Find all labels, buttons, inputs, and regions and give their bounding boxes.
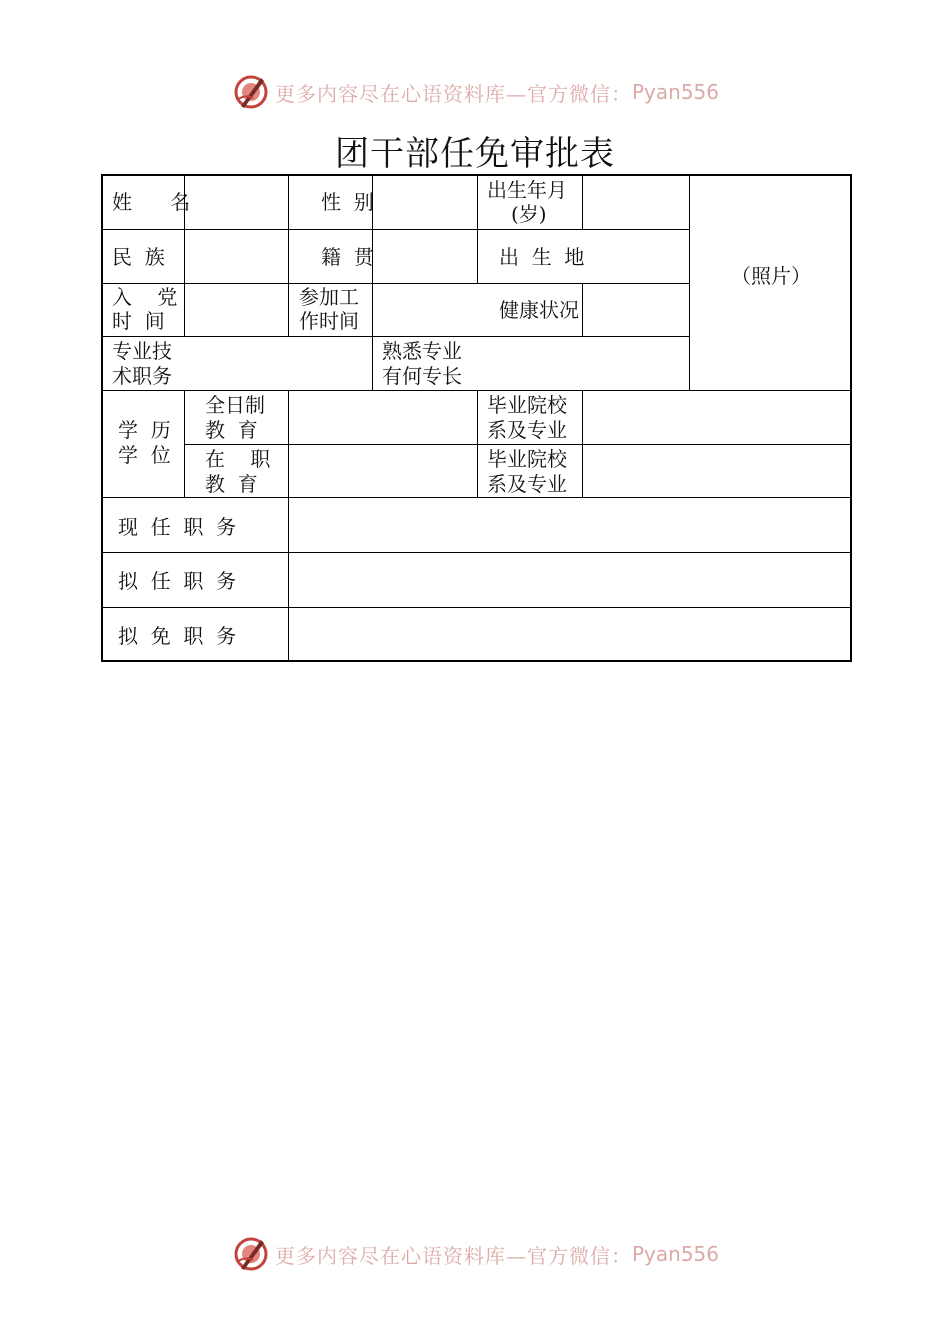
ethnicity-label: 民 族 xyxy=(112,245,165,269)
proposed-appointment-label: 拟 任 职 务 xyxy=(118,569,237,593)
work-start-label-line2: 作时间 xyxy=(299,309,359,333)
current-post-label: 现 任 职 务 xyxy=(118,515,237,539)
pen-logo-icon xyxy=(231,72,271,112)
gender-label: 性 别 xyxy=(321,190,374,214)
inservice-school-label-line1: 毕业院校 xyxy=(487,447,567,471)
native-place-field[interactable] xyxy=(373,230,477,283)
education-label-line2: 学 位 xyxy=(118,443,171,467)
watermark-bottom xyxy=(0,1232,950,1276)
watermark-text: 更多内容尽在心语资料库—官方微信： xyxy=(274,1243,632,1268)
work-start-label-line1: 参加工 xyxy=(299,285,359,309)
current-post-field[interactable] xyxy=(289,498,852,552)
birth-label-line2: (岁) xyxy=(511,202,547,226)
name-label: 姓 名 xyxy=(112,190,191,214)
photo-label: （照片） xyxy=(731,264,811,288)
specialty-label-line1: 熟悉专业 xyxy=(382,339,462,363)
watermark-id: Pyan556 xyxy=(631,80,719,104)
watermark-id: Pyan556 xyxy=(631,1242,719,1266)
fulltime-education-label-line2: 教 育 xyxy=(205,418,258,442)
inservice-education-field[interactable] xyxy=(289,445,477,497)
inservice-education-label-line2: 教 育 xyxy=(205,472,258,496)
approval-form-table xyxy=(101,174,852,662)
fulltime-education-field[interactable] xyxy=(289,391,477,444)
party-join-label-line2: 时 间 xyxy=(112,309,165,333)
pen-logo-icon xyxy=(231,1234,271,1274)
party-join-field[interactable] xyxy=(185,284,288,336)
inservice-education-label-line1: 在 职 xyxy=(205,447,271,471)
inservice-school-label-line2: 系及专业 xyxy=(487,472,567,496)
name-field[interactable] xyxy=(185,176,288,229)
education-label-line1: 学 历 xyxy=(118,418,171,442)
party-join-label-line1: 入 党 xyxy=(112,285,178,309)
health-field[interactable] xyxy=(583,284,689,336)
fulltime-education-label-line1: 全日制 xyxy=(205,393,265,417)
health-label: 健康状况 xyxy=(499,298,579,322)
birth-field[interactable] xyxy=(583,176,689,229)
watermark-top xyxy=(0,70,950,114)
professional-title-field[interactable] xyxy=(185,337,372,390)
ethnicity-field[interactable] xyxy=(185,230,288,283)
form-title: 团干部任免审批表 xyxy=(335,134,615,174)
proposed-removal-label: 拟 免 职 务 xyxy=(118,624,237,648)
birth-label-line1: 出生年月 xyxy=(487,178,567,202)
specialty-field[interactable] xyxy=(478,337,689,390)
fulltime-school-label-line2: 系及专业 xyxy=(487,418,567,442)
proposed-removal-field[interactable] xyxy=(289,608,852,660)
professional-title-label-line1: 专业技 xyxy=(112,339,172,363)
proposed-appointment-field[interactable] xyxy=(289,553,852,607)
native-place-label: 籍 贯 xyxy=(321,245,374,269)
birthplace-field[interactable] xyxy=(583,230,689,283)
specialty-label-line2: 有何专长 xyxy=(382,364,462,388)
fulltime-school-field[interactable] xyxy=(583,391,852,444)
watermark-text: 更多内容尽在心语资料库—官方微信： xyxy=(274,81,632,106)
birthplace-label: 出 生 地 xyxy=(499,245,585,269)
work-start-field[interactable] xyxy=(373,284,477,336)
fulltime-school-label-line1: 毕业院校 xyxy=(487,393,567,417)
inservice-school-field[interactable] xyxy=(583,445,852,497)
professional-title-label-line2: 术职务 xyxy=(112,364,172,388)
gender-field[interactable] xyxy=(373,176,477,229)
